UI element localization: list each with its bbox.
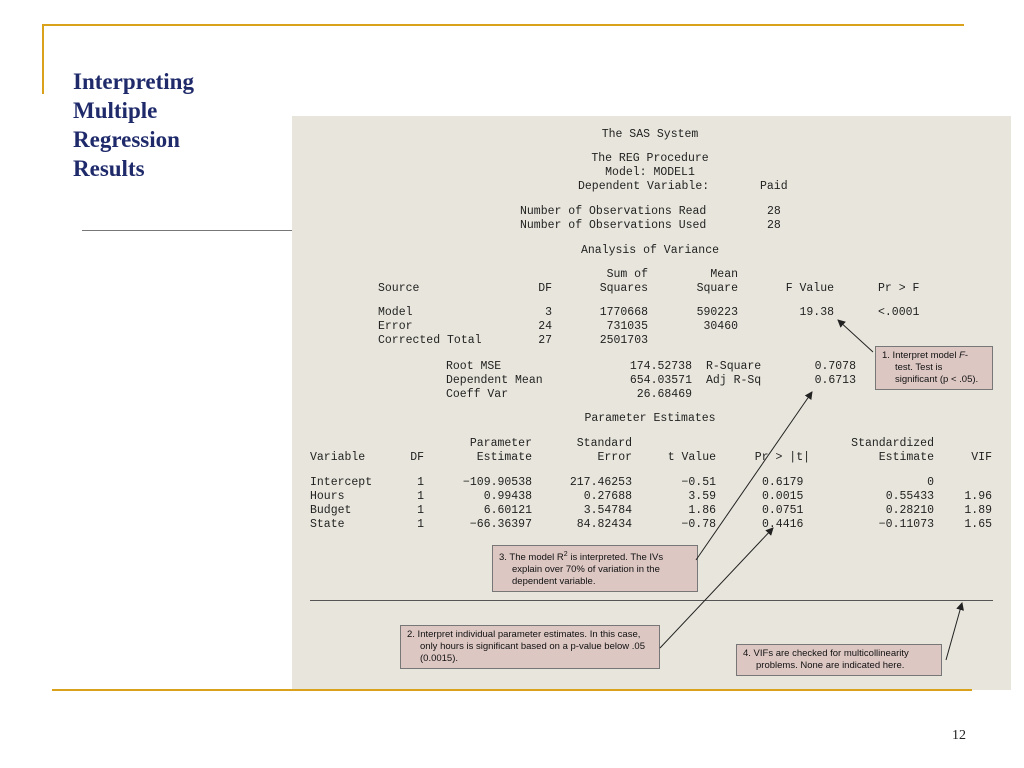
anova-header-ms-bottom: Square <box>696 282 738 295</box>
dependent-variable-label: Dependent Variable: <box>578 180 710 193</box>
anova-header-ss-top: Sum of <box>606 268 648 281</box>
params-header-std-top: Standardized <box>851 437 934 450</box>
sas-model: Model: MODEL1 <box>605 166 695 179</box>
callout-3-rest: is interpreted. The IVs explain over 70% of variation in the dependent variable. <box>512 552 664 588</box>
sas-system-title: The SAS System <box>601 128 699 141</box>
param-standardized: 0 <box>927 476 934 489</box>
sas-procedure: The REG Procedure <box>591 152 709 165</box>
param-df: 1 <box>417 518 424 531</box>
param-t-value: 1.86 <box>688 504 716 517</box>
anova-ss: 1770668 <box>599 306 648 319</box>
param-df: 1 <box>417 476 424 489</box>
callout-1-rest: -test. Test is significant (p < .05). <box>895 350 979 385</box>
param-vif: 1.96 <box>964 490 992 503</box>
fit-label: Root MSE <box>446 360 502 373</box>
title-line: Multiple <box>73 98 158 123</box>
param-standardized: −0.11073 <box>878 518 934 531</box>
param-df: 1 <box>417 490 424 503</box>
anova-p-value: <.0001 <box>878 306 920 319</box>
arrow-3 <box>696 392 812 560</box>
callout-1-prefix: 1. Interpret model <box>882 350 960 361</box>
param-estimate: 6.60121 <box>483 504 532 517</box>
anova-df: 27 <box>538 334 552 347</box>
params-header-variable: Variable <box>310 451 366 464</box>
bottom-gold-rule <box>52 689 972 691</box>
callout-2-text: 2. Interpret individual parameter estimates. In this case, only hours is significant based on a p-value below .05 (0.0015). <box>407 629 645 664</box>
param-variable: Budget <box>310 504 352 517</box>
params-header-std-bottom: Estimate <box>878 451 934 464</box>
title-line: Regression <box>73 127 180 152</box>
anova-df: 24 <box>538 320 552 333</box>
fit-label-2: R-Square <box>706 360 762 373</box>
param-std-error: 3.54784 <box>583 504 632 517</box>
params-header-p: Pr > |t| <box>754 451 810 464</box>
params-title: Parameter Estimates <box>584 412 716 425</box>
param-vif: 1.65 <box>964 518 992 531</box>
anova-df: 3 <box>545 306 552 319</box>
param-variable: Intercept <box>310 476 373 489</box>
param-standardized: 0.28210 <box>885 504 934 517</box>
param-variable: State <box>310 518 345 531</box>
param-t-value: −0.51 <box>681 476 716 489</box>
anova-source: Error <box>378 320 413 333</box>
params-header-est-top: Parameter <box>469 437 532 450</box>
param-p-value: 0.0015 <box>762 490 804 503</box>
arrow-2 <box>660 528 773 648</box>
fit-label: Coeff Var <box>446 388 509 401</box>
params-header-se-top: Standard <box>576 437 632 450</box>
obs-read-value: 28 <box>767 205 781 218</box>
anova-header-p: Pr > F <box>878 282 920 295</box>
param-estimate: −109.90538 <box>462 476 532 489</box>
param-estimate: −66.36397 <box>469 518 532 531</box>
param-df: 1 <box>417 504 424 517</box>
anova-header-ss-bottom: Squares <box>599 282 648 295</box>
fit-value-2: 0.7078 <box>814 360 856 373</box>
anova-header-ms-top: Mean <box>710 268 738 281</box>
anova-header-source: Source <box>378 282 420 295</box>
anova-ss: 2501703 <box>599 334 648 347</box>
callout-4-text: 4. VIFs are checked for multicollinearity problems. None are indicated here. <box>743 648 909 671</box>
param-t-value: 3.59 <box>688 490 716 503</box>
callout-3-prefix: 3. The model R <box>499 552 564 564</box>
param-p-value: 0.0751 <box>762 504 804 517</box>
anova-title: Analysis of Variance <box>580 244 720 257</box>
anova-ms: 590223 <box>696 306 738 319</box>
fit-label: Dependent Mean <box>446 374 543 387</box>
fit-value: 26.68469 <box>636 388 692 401</box>
callout-3-sup: 2 <box>563 551 568 558</box>
fit-value-2: 0.6713 <box>814 374 856 387</box>
anova-ss: 731035 <box>606 320 648 333</box>
param-std-error: 0.27688 <box>583 490 632 503</box>
params-header-vif: VIF <box>971 451 992 464</box>
params-header-df: DF <box>410 451 424 464</box>
page-number: 12 <box>952 728 966 743</box>
param-t-value: −0.78 <box>681 518 716 531</box>
params-header-se-bottom: Error <box>597 451 632 464</box>
fit-label-2: Adj R-Sq <box>706 374 762 387</box>
param-variable: Hours <box>310 490 345 503</box>
obs-used-label: Number of Observations Used <box>520 219 707 232</box>
param-p-value: 0.6179 <box>762 476 804 489</box>
anova-source: Corrected Total <box>378 334 482 347</box>
anova-header-df: DF <box>538 282 552 295</box>
anova-f-value: 19.38 <box>799 306 834 319</box>
params-header-t: t Value <box>667 451 716 464</box>
param-std-error: 84.82434 <box>576 518 632 531</box>
obs-read-label: Number of Observations Read <box>520 205 707 218</box>
param-standardized: 0.55433 <box>885 490 934 503</box>
title-line: Results <box>73 156 145 181</box>
param-std-error: 217.46253 <box>569 476 632 489</box>
params-header-est-bottom: Estimate <box>476 451 532 464</box>
param-vif: 1.89 <box>964 504 992 517</box>
arrow-1 <box>838 320 873 352</box>
title-line: Interpreting <box>73 69 194 94</box>
param-p-value: 0.4416 <box>762 518 804 531</box>
callout-1-italic: F <box>959 350 965 361</box>
anova-ms: 30460 <box>703 320 738 333</box>
arrow-4 <box>946 603 962 660</box>
dependent-variable-value: Paid <box>760 180 788 193</box>
anova-header-f: F Value <box>785 282 834 295</box>
anova-source: Model <box>378 306 413 319</box>
param-estimate: 0.99438 <box>483 490 532 503</box>
fit-value: 654.03571 <box>629 374 692 387</box>
fit-value: 174.52738 <box>629 360 692 373</box>
obs-used-value: 28 <box>767 219 781 232</box>
